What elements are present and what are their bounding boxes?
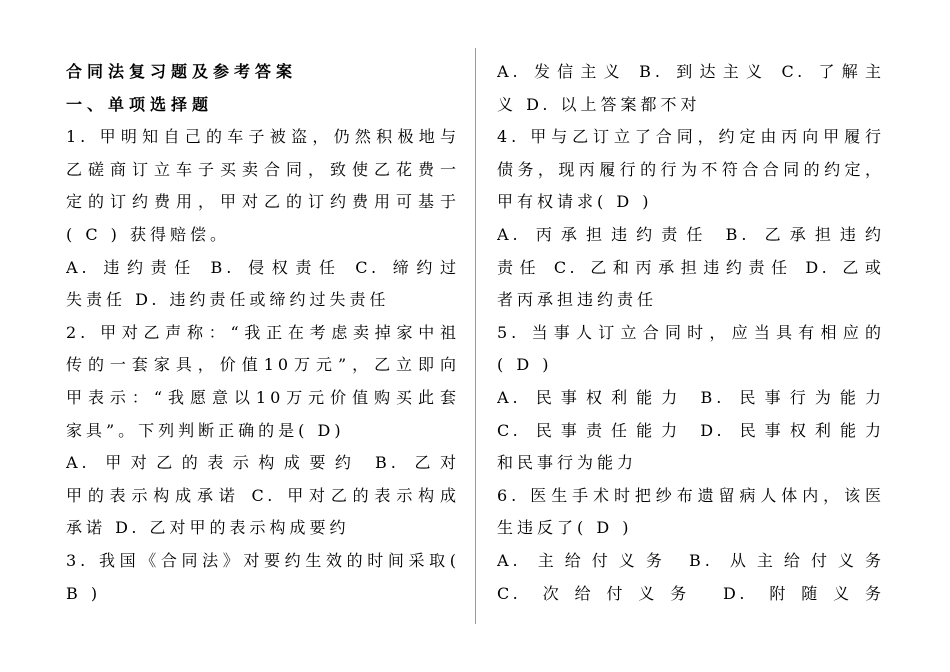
- text-line: 乙磋商订立车子买卖合同，致使乙花费一: [66, 159, 460, 179]
- column-divider: [475, 48, 476, 624]
- text-line: 甲的表示构成承诺 C. 甲对乙的表示构成: [66, 485, 460, 505]
- left-column: [66, 56, 460, 610]
- right-column: [497, 56, 885, 610]
- text-line: 生违反了( D ): [497, 518, 633, 538]
- text-line: 债务，现丙履行的行为不符合合同的约定，: [497, 159, 885, 179]
- text-line: 和民事行为能力: [497, 453, 638, 473]
- text-line: 传的一套家具，价值10万元”，乙立即向: [66, 355, 460, 375]
- text-line: 家具”。下列判断正确的是( D): [66, 420, 345, 440]
- text-line: A. 民事权利能力 B. 民事行为能力: [497, 387, 885, 407]
- text-line: 定的订约费用，甲对乙的订约费用可基于: [66, 192, 460, 212]
- text-line: A. 主给付义务 B. 从主给付义务: [497, 550, 885, 570]
- text-line: ( D ): [497, 355, 553, 375]
- text-line: 甲表示：“我愿意以10万元价值购买此套: [66, 387, 460, 407]
- text-line: 甲有权请求( D ): [497, 192, 653, 212]
- text-line: 4. 甲与乙订立了合同，约定由丙向甲履行: [497, 127, 885, 147]
- text-line: B ): [66, 583, 102, 603]
- text-line: ( C ) 获得赔偿。: [66, 224, 230, 244]
- text-line: A. 违约责任 B. 侵权责任 C. 缔约过: [66, 257, 460, 277]
- text-line: 失责任 D. 违约责任或缔约过失责任: [66, 290, 390, 310]
- text-line: C. 次给付义务 D. 附随义务: [497, 583, 885, 603]
- text-line: A. 丙承担违约责任 B. 乙承担违约: [497, 224, 885, 244]
- text-line: A. 甲对乙的表示构成要约 B. 乙对: [66, 453, 460, 473]
- text-line: 6. 医生手术时把纱布遗留病人体内，该医: [497, 485, 885, 505]
- text-line: 3. 我国《合同法》对要约生效的时间采取(: [66, 550, 460, 570]
- text-line: 1. 甲明知自己的车子被盗，仍然积极地与: [66, 127, 460, 147]
- text-line: 者丙承担违约责任: [497, 290, 658, 310]
- text-line: A. 发信主义 B. 到达主义 C. 了解主: [497, 62, 885, 81]
- text-line: C. 民事责任能力 D. 民事权利能力: [497, 420, 885, 440]
- text-line: 责任 C. 乙和丙承担违约责任 D. 乙或: [497, 257, 885, 277]
- text-line: 5. 当事人订立合同时，应当具有相应的: [497, 322, 885, 342]
- text-line: 2. 甲对乙声称：“我正在考虑卖掉家中祖: [66, 322, 460, 342]
- document-title: 合同法复习题及参考答案: [66, 62, 298, 81]
- section-heading: 一、单项选择题: [66, 94, 214, 114]
- text-line: 义 D. 以上答案都不对: [497, 94, 701, 114]
- text-line: 承诺 D. 乙对甲的表示构成要约: [66, 518, 350, 538]
